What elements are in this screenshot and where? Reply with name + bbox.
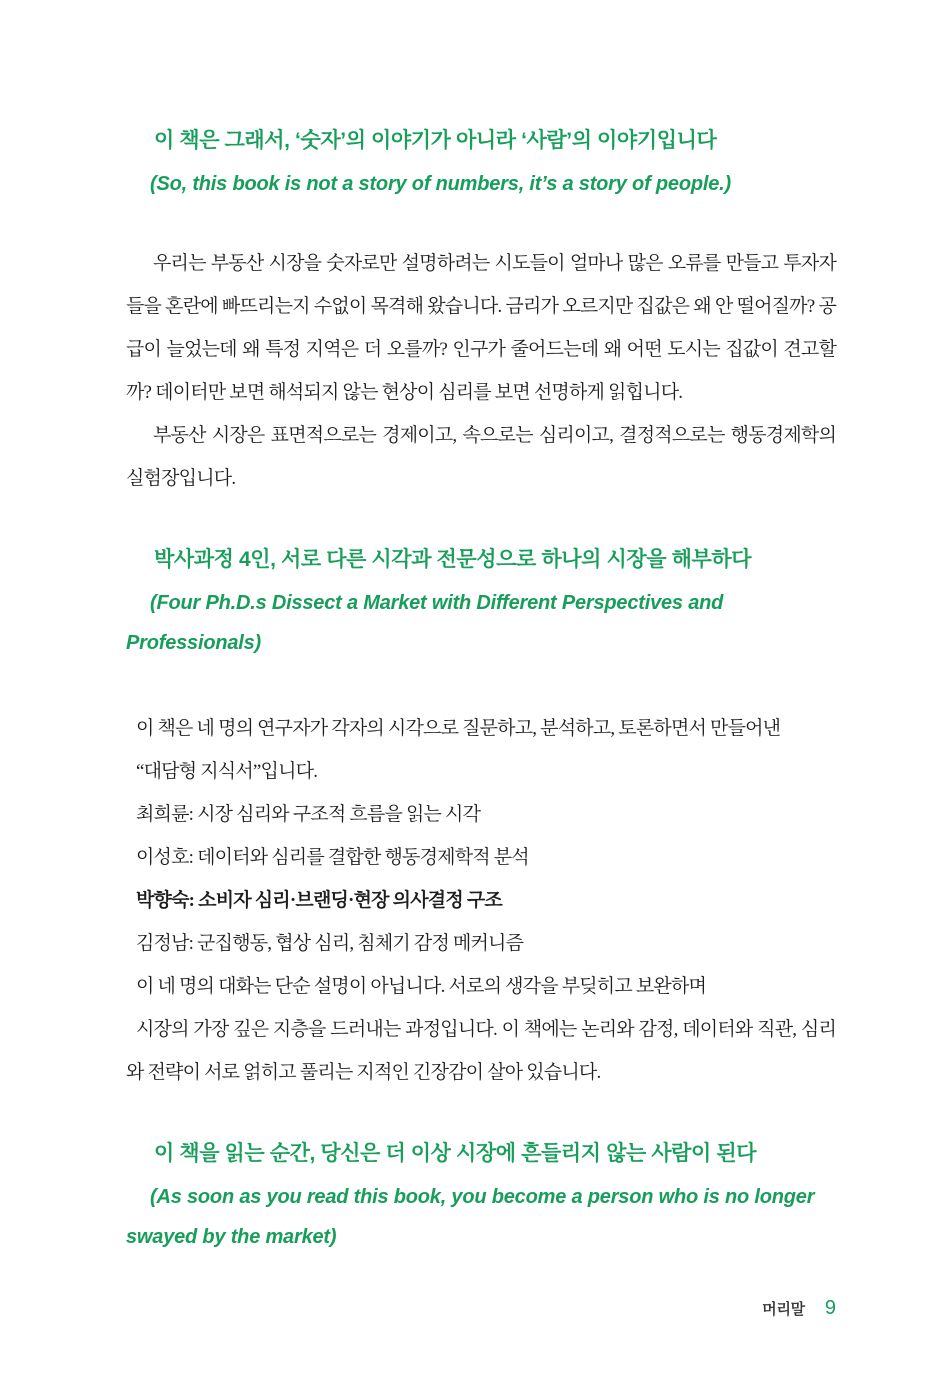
researcher-line-park-bold: 박향숙: 소비자 심리·브랜딩·현장 의사결정 구조 xyxy=(136,890,502,911)
footer-section-label: 머리말 xyxy=(762,1301,805,1318)
footer-page-number: 9 xyxy=(824,1297,836,1319)
section-subheading-english: (Four Ph.D.s Dissect a Market with Different Perspectives and Professionals) xyxy=(126,592,724,654)
section-heading: 이 책을 읽는 순간, 당신은 더 이상 시장에 흔들리지 않는 사람이 된다 xyxy=(154,1142,757,1165)
body-line: 이 책은 네 명의 연구자가 각자의 시각으로 질문하고, 분석하고, 토론하면서 만들어낸 xyxy=(136,718,781,739)
section-subheading-english: (As soon as you read this book, you become a person who is no longer swayed by the market) xyxy=(126,1186,815,1248)
body-line: “대담형 지식서”입니다. xyxy=(136,761,318,782)
section-people-not-numbers xyxy=(126,126,836,500)
researcher-line-choi: 최희륜: 시장 심리와 구조적 흐름을 읽는 시각 xyxy=(136,804,481,825)
section-no-longer-swayed xyxy=(126,1139,836,1257)
body-line: 시장의 가장 깊은 지층을 드러내는 과정입니다. 이 책에는 논리와 감정, 데이터와 직관, 심리와 전략이 서로 얽히고 풀리는 지적인 긴장감이 살아 있습니다. xyxy=(126,1019,836,1083)
page-footer xyxy=(762,1297,836,1320)
section-heading: 이 책은 그래서, ‘숫자’의 이야기가 아니라 ‘사람’의 이야기입니다 xyxy=(154,129,717,152)
body-paragraph: 부동산 시장은 표면적으로는 경제이고, 속으로는 심리이고, 결정적으로는 행동경제학의 실험장입니다. xyxy=(126,425,836,489)
researcher-list xyxy=(126,707,836,1094)
section-subheading-english: (So, this book is not a story of numbers, it’s a story of people.) xyxy=(150,173,731,195)
section-four-phds xyxy=(126,545,836,1094)
researcher-line-lee: 이성호: 데이터와 심리를 결합한 행동경제학적 분석 xyxy=(136,847,529,868)
section-heading: 박사과정 4인, 서로 다른 시각과 전문성으로 하나의 시장을 해부하다 xyxy=(154,548,752,571)
body-line: 이 네 명의 대화는 단순 설명이 아닙니다. 서로의 생각을 부딪히고 보완하며 xyxy=(136,976,707,997)
body-paragraph: 우리는 부동산 시장을 숫자로만 설명하려는 시도들이 얼마나 많은 오류를 만들고 투자자들을 혼란에 빠뜨리는지 수없이 목격해 왔습니다. 금리가 오르지만 집값은 왜 안 떨어질까? 공급이 늘었는데 왜 특정 지역은 더 오를까? 인구가 줄어드는데 왜 어떤 도시는 집값이 견고할까? 데이터만 보면 해석되지 않는 현상이 심리를 보면 선명하게 읽힙니다. xyxy=(126,253,836,403)
page-content xyxy=(126,0,836,1257)
researcher-line-kim: 김정남: 군집행동, 협상 심리, 침체기 감정 메커니즘 xyxy=(136,933,524,954)
